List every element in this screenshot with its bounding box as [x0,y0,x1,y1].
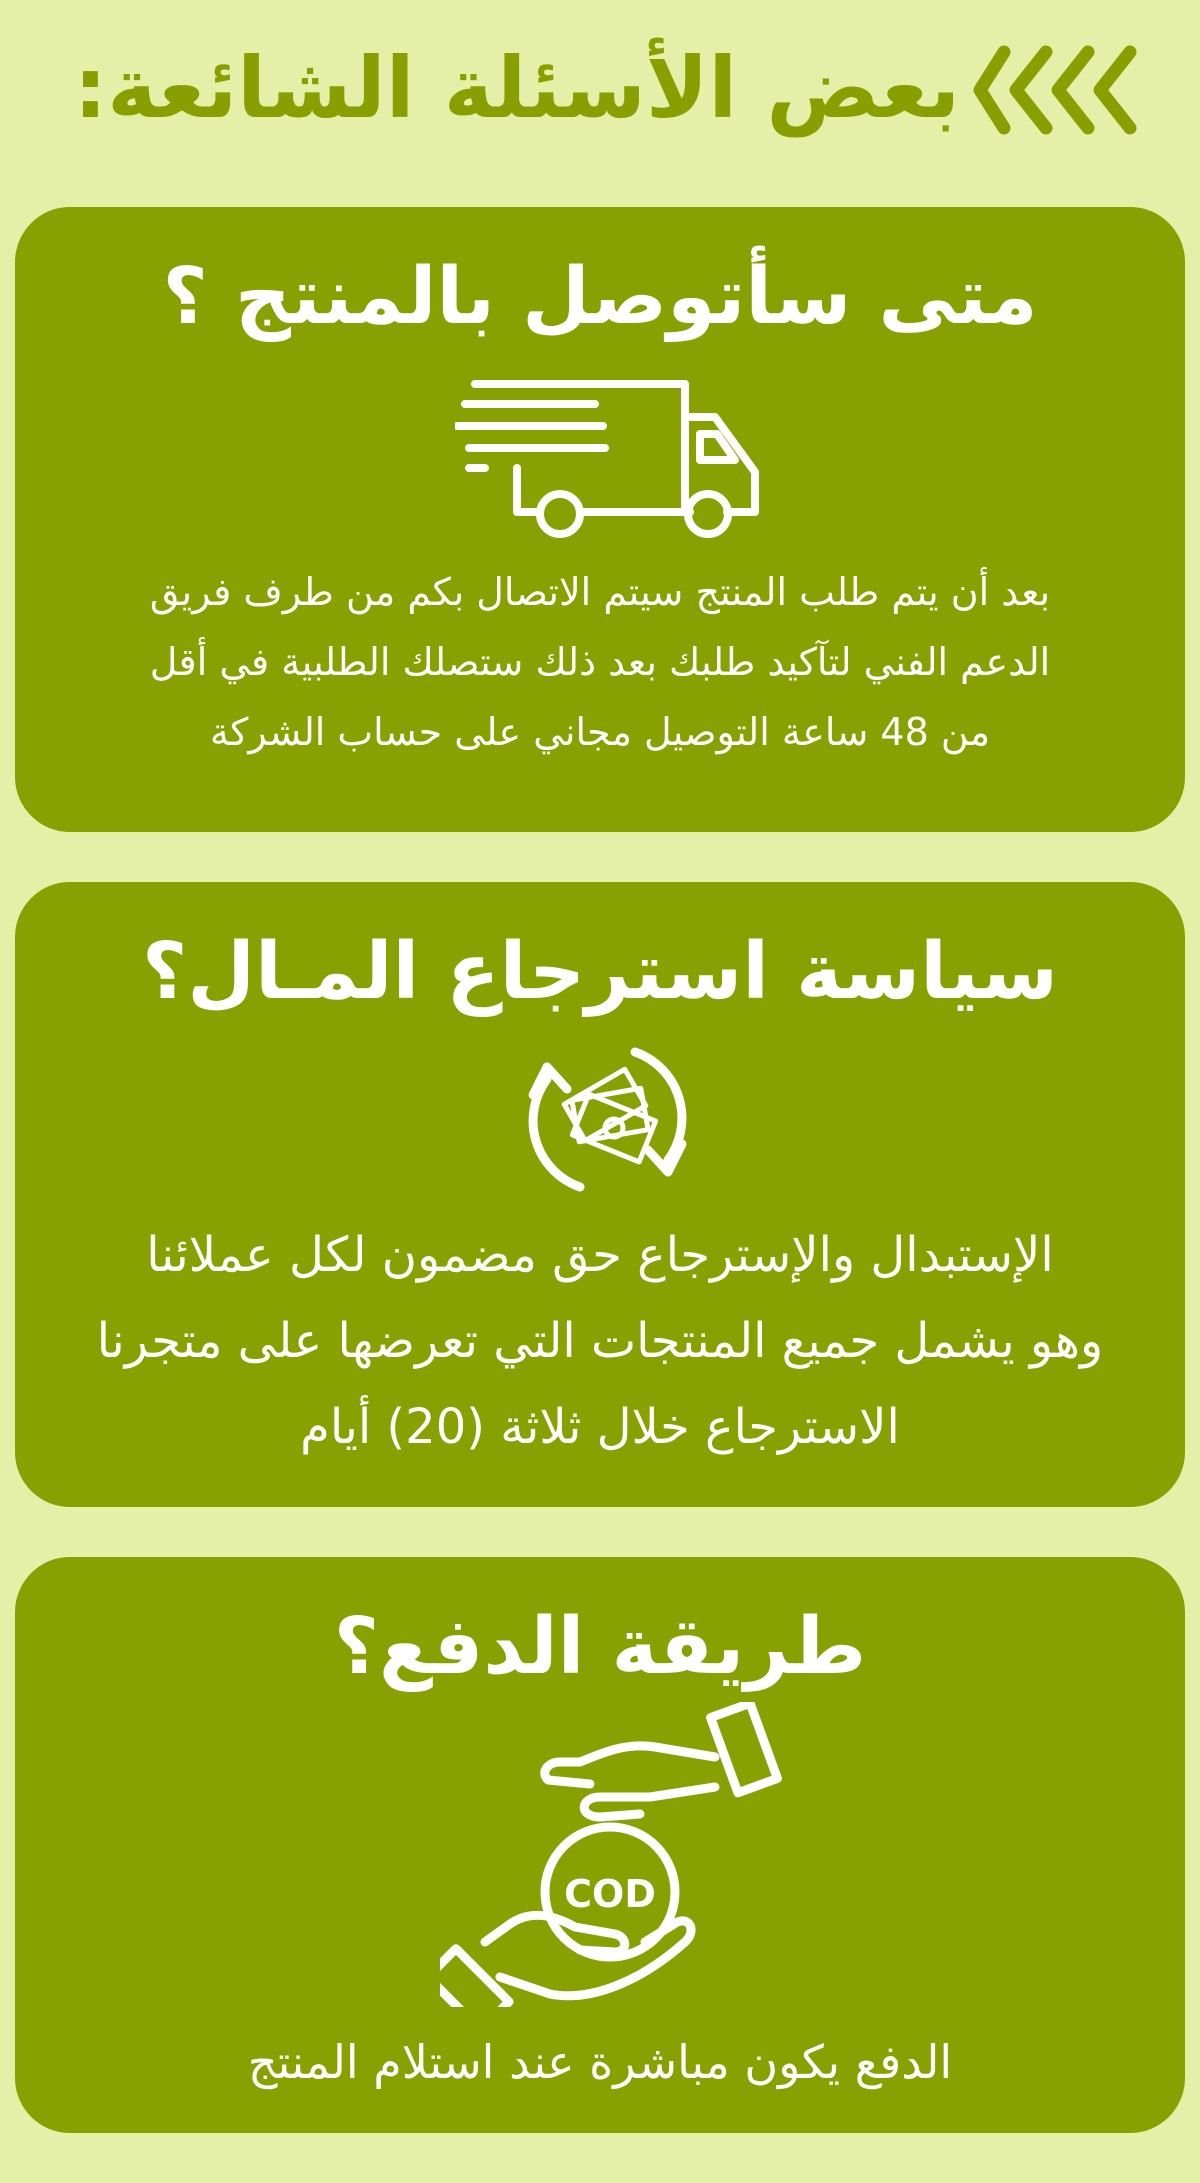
card-text-refund: الإستبدال والإسترجاع حق مضمون لكل عملائنا وهو يشمل جميع المنتجات التي تعرضها على متجرنا الاسترجاع خلال ثلاثة (20) أيام [96,1227,1104,1455]
faq-card-delivery [15,207,1185,832]
card-text-delivery: بعد أن يتم طلب المنتج سيتم الاتصال بكم من طرف فريق الدعم الفني لتآكيد طلبك بعد ذلك ستصلك الطلبية في أقل من 48 ساعة التوصيل مجاني على حساب الشركة [149,570,1051,754]
card-title-delivery: متى سأتوصل بالمنتج ؟ [162,252,1038,342]
delivery-truck-icon [455,372,775,542]
card-text-payment: الدفع يكون مباشرة عند استلام المنتج [247,2035,953,2089]
cod-label: COD [564,1872,656,1916]
faq-card-refund [15,882,1185,1507]
chevrons-icon [970,40,1140,140]
card-title-payment: طريقة الدفع؟ [333,1602,867,1692]
card-title-refund: سياسة استرجاع المـال؟ [142,927,1058,1017]
faq-card-payment [15,1557,1185,2133]
faq-header [0,0,1200,180]
cash-on-delivery-icon [440,1702,790,2007]
page-title: بعض الأسئلة الشائعة: [73,39,960,137]
money-refund-icon [520,1032,695,1207]
